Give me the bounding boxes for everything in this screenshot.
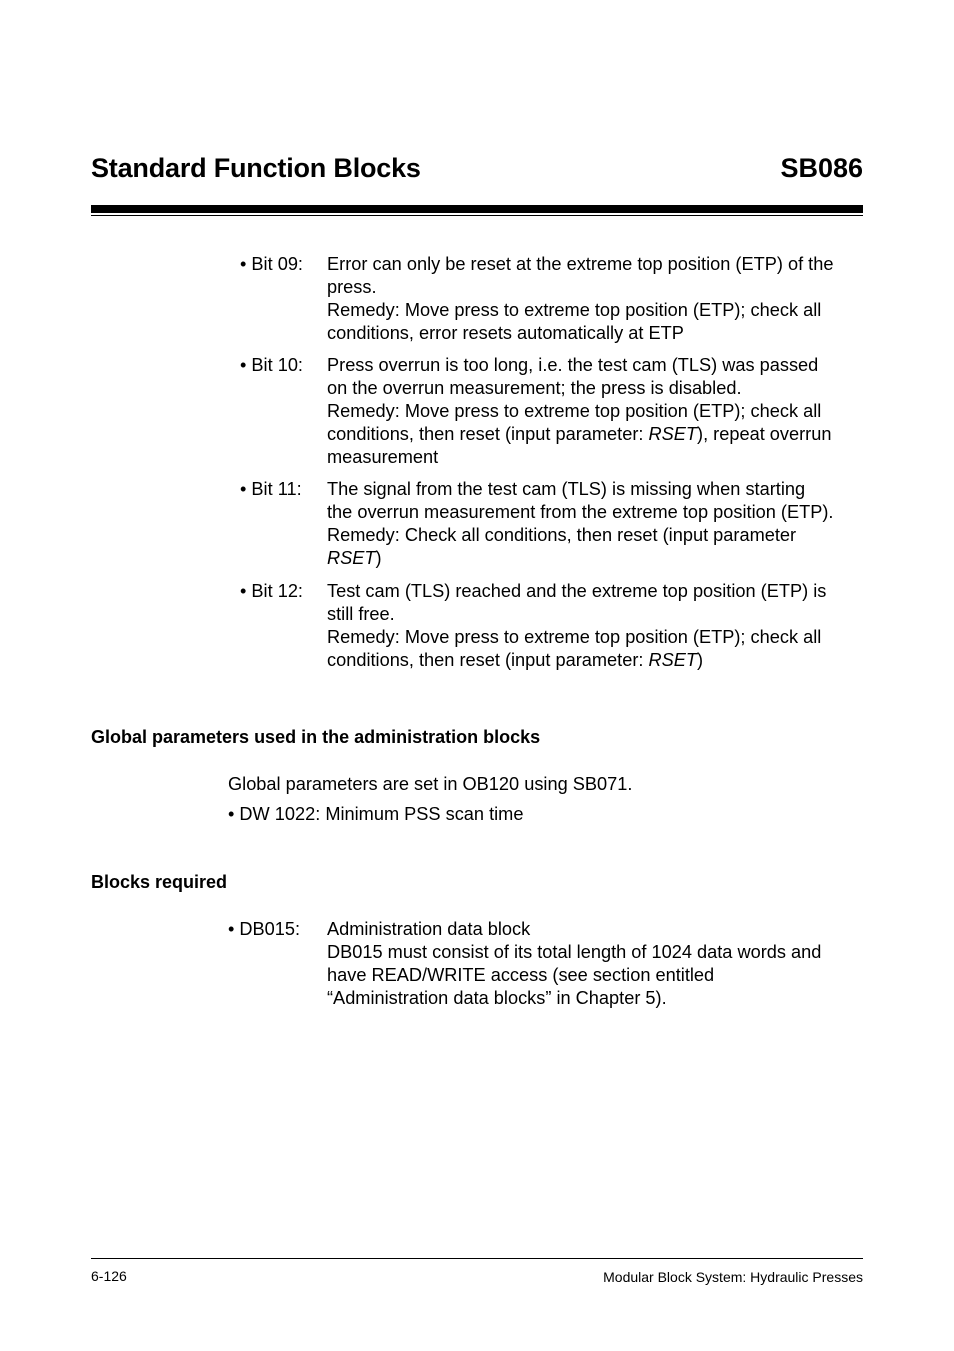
block-code: SB086 [780,153,863,183]
item-line [327,649,826,672]
item-line: “Administration data blocks” in Chapter 5). [327,988,667,1008]
list-item-bit [240,354,870,473]
item-body [327,580,826,672]
item-line [327,299,833,322]
item-line [327,400,831,423]
text-segment: on the overrun measurement; the press is disabled. [327,378,742,398]
parameter-name: RSET [648,650,698,670]
section-heading-blocks-required: Blocks required [91,872,228,892]
list-item-db015 [228,918,868,1013]
item-line: Administration data block [327,919,531,939]
item-line [327,322,833,345]
footer-rule [91,1258,863,1259]
page-number: 6-126 [91,1268,127,1284]
text-segment: Remedy: Check all conditions, then reset (input parameter [327,525,797,545]
global-params-text: Global parameters are set in OB120 using SB071. [228,774,633,794]
item-label: • Bit 10: [240,355,303,375]
item-body [327,918,821,1010]
text-segment: ), repeat overrun [697,424,832,444]
item-label: • Bit 12: [240,581,303,601]
item-line [327,377,831,400]
item-body [327,354,831,469]
text-segment: The signal from the test cam (TLS) is missing when starting [327,479,806,499]
global-params-bullet: • DW 1022: Minimum PSS scan time [228,804,524,824]
parameter-name: RSET [648,424,698,444]
text-segment: ) [375,548,382,568]
list-item-bit [240,580,870,676]
item-line [327,547,833,570]
item-line [327,524,833,547]
item-label: • Bit 11: [240,479,302,499]
section-heading-global-params: Global parameters used in the administration blocks [91,727,541,747]
item-line: DB015 must consist of its total length of 1024 data words and [327,942,822,962]
text-segment: still free. [327,604,395,624]
text-segment: conditions, error resets automatically at ETP [327,323,684,343]
text-segment: Remedy: Move press to extreme top position (ETP); check all [327,627,822,647]
item-line [327,478,833,501]
text-segment: conditions, then reset (input parameter: [327,424,649,444]
text-segment: ) [697,650,704,670]
text-segment: Remedy: Move press to extreme top position (ETP); check all [327,300,822,320]
list-item-bit [240,478,870,574]
item-line [327,626,826,649]
header-rule-thick [91,205,863,213]
item-line [327,253,833,276]
text-segment: Press overrun is too long, i.e. the test cam (TLS) was passed [327,355,819,375]
text-segment: Error can only be reset at the extreme top position (ETP) of the [327,254,834,274]
item-body [327,478,833,570]
item-line [327,423,831,446]
item-label: • DB015: [228,919,301,939]
item-line [327,446,831,469]
text-segment: Test cam (TLS) reached and the extreme top position (ETP) is [327,581,827,601]
text-segment: conditions, then reset (input parameter: [327,650,649,670]
item-line [327,580,826,603]
page-header-title: Standard Function Blocks [91,153,421,183]
text-segment: the overrun measurement from the extreme top position (ETP). [327,502,834,522]
text-segment: Remedy: Move press to extreme top position (ETP); check all [327,401,822,421]
header-rule-thin [91,215,863,216]
parameter-name: RSET [327,548,376,568]
item-body [327,253,833,345]
item-line [327,501,833,524]
item-line [327,603,826,626]
item-label: • Bit 09: [240,254,303,274]
text-segment: press. [327,277,377,297]
list-item-bit [240,253,870,349]
item-line: have READ/WRITE access (see section entitled [327,965,715,985]
item-line [327,276,833,299]
manual-title: Modular Block System: Hydraulic Presses [603,1269,863,1285]
text-segment: measurement [327,447,439,467]
item-line [327,354,831,377]
